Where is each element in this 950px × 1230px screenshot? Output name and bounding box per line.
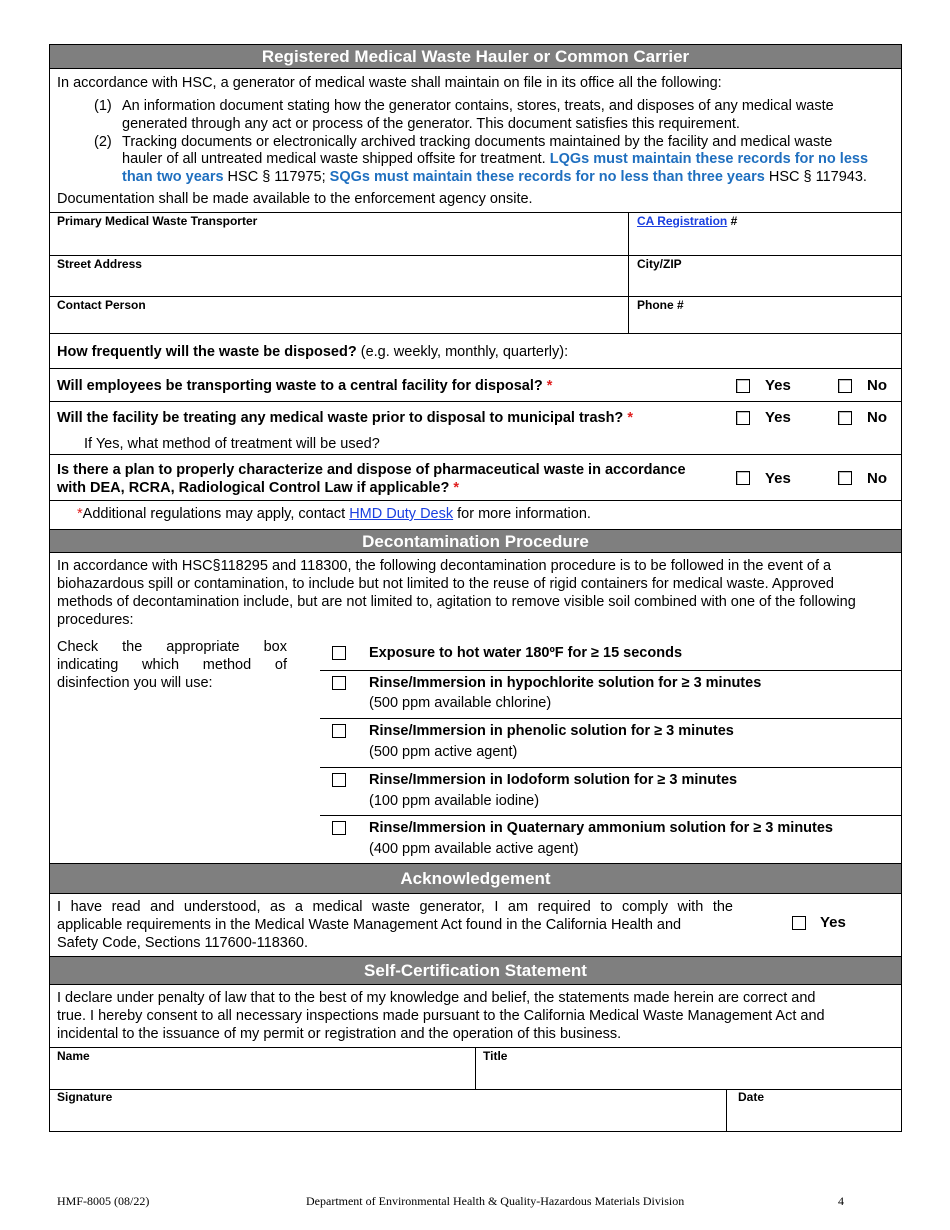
cert-section-title: Self-Certification Statement — [364, 961, 587, 980]
item1-line2: generated through any act or process of the generator. This document satisfies this requirement. — [122, 116, 740, 132]
hauler-intro: In accordance with HSC, a generator of medical waste shall maintain on file in its office all the following: — [57, 75, 722, 91]
title-field[interactable] — [479, 1064, 898, 1088]
method-hypochlorite-detail: (500 ppm available chlorine) — [369, 695, 552, 711]
treatment-followup: If Yes, what method of treatment will be used? — [84, 436, 380, 452]
item2-line3 — [122, 168, 867, 186]
footer-form-id: HMF-8005 (08/22) — [57, 1194, 150, 1208]
method-hot-water-label: Exposure to hot water 180ºF for ≥ 15 seconds — [369, 645, 683, 661]
divider — [320, 767, 901, 768]
pharma-yes-label: Yes — [765, 470, 791, 487]
ack-yes-label: Yes — [820, 914, 846, 931]
divider — [320, 670, 901, 671]
transport-yes-checkbox[interactable] — [736, 379, 750, 393]
method-quaternary-checkbox[interactable] — [332, 821, 346, 835]
cert-section-header — [50, 956, 901, 985]
lqg-requirement: LQGs must maintain these records for no less — [549, 151, 869, 167]
decon-intro-line3: methods of decontamination include, but are not limited to, agitation to remove visible soil combined with one of the following — [57, 594, 856, 610]
name-field[interactable] — [52, 1064, 472, 1088]
additional-regulations-text: Additional regulations may apply, contact — [82, 506, 350, 522]
ca-registration-link[interactable]: CA Registration — [637, 214, 728, 228]
ca-registration-label — [637, 214, 737, 228]
hauler-section-title: Registered Medical Waste Hauler or Common Carrier — [261, 47, 690, 66]
ack-section-header — [50, 863, 901, 894]
ca-registration-suffix: # — [727, 214, 738, 228]
method-hypochlorite-checkbox[interactable] — [332, 676, 346, 690]
additional-regulations — [77, 505, 591, 523]
pharma-yes-checkbox[interactable] — [736, 471, 750, 485]
treatment-yes-checkbox[interactable] — [736, 411, 750, 425]
decon-intro-line2: biohazardous spill or contamination, to include but not limited to the reuse of rigid containers for medical waste. Approved — [57, 576, 834, 592]
divider — [50, 212, 901, 213]
city-zip-label: City/ZIP — [637, 257, 682, 271]
frequency-question — [57, 343, 568, 361]
item2-line2-text: hauler of all untreated medical waste shipped offsite for treatment. — [122, 151, 550, 167]
frequency-question-text: How frequently will the waste be disposed? — [57, 344, 357, 360]
phone-label: Phone # — [637, 298, 684, 312]
note-asterisk: * — [77, 506, 83, 522]
documentation-note: Documentation shall be made available to the enforcement agency onsite. — [57, 191, 533, 207]
method-quaternary-detail: (400 ppm available active agent) — [369, 841, 579, 857]
ack-line3: Safety Code, Sections 117600-118360. — [57, 935, 308, 951]
decon-section-title: Decontamination Procedure — [362, 532, 589, 551]
primary-transporter-label: Primary Medical Waste Transporter — [57, 214, 258, 228]
date-field[interactable] — [730, 1105, 898, 1129]
method-hot-water-checkbox[interactable] — [332, 646, 346, 660]
transport-question — [57, 377, 552, 395]
ack-line2: applicable requirements in the Medical Waste Management Act found in the California Health and — [57, 917, 682, 933]
divider — [50, 255, 901, 256]
city-zip-field[interactable] — [632, 273, 898, 295]
cert-line2: true. I hereby consent to all necessary inspections made pursuant to the California Medical Waste Management Act and — [57, 1008, 825, 1024]
required-marker: * — [623, 410, 633, 426]
method-iodoform-label: Rinse/Immersion in Iodoform solution for ≥ 3 minutes — [369, 772, 738, 788]
signature-label: Signature — [57, 1090, 113, 1104]
hsc-117943: HSC § 117943. — [764, 169, 867, 185]
pharma-no-checkbox[interactable] — [838, 471, 852, 485]
hauler-section-header — [50, 45, 901, 69]
decon-instruction-line2: indicating which method of — [57, 657, 287, 673]
divider — [50, 1089, 901, 1090]
treatment-method-field[interactable] — [410, 431, 898, 451]
transport-no-label: No — [867, 377, 887, 394]
divider — [50, 368, 901, 369]
required-marker: * — [449, 480, 460, 496]
decon-intro-line1: In accordance with HSC§118295 and 118300, the following decontamination procedure is to be followed in the event of a — [57, 558, 832, 574]
method-iodoform-checkbox[interactable] — [332, 773, 346, 787]
method-iodoform-detail: (100 ppm available iodine) — [369, 793, 540, 809]
pharma-question-line2-text: with DEA, RCRA, Radiological Control Law if applicable? — [57, 480, 450, 496]
frequency-field[interactable] — [610, 337, 898, 365]
item2-number: (2) — [94, 134, 112, 150]
divider — [320, 718, 901, 719]
treatment-question-text: Will the facility be treating any medical waste prior to disposal to municipal trash? — [57, 410, 624, 426]
pharma-no-label: No — [867, 470, 887, 487]
pharma-question-line1: Is there a plan to properly characterize and dispose of pharmaceutical waste in accordance — [57, 462, 686, 478]
sqg-requirement: SQGs must maintain these records for no less than three years — [329, 169, 765, 185]
street-address-label: Street Address — [57, 257, 142, 271]
form-page — [49, 44, 902, 1132]
treatment-question — [57, 409, 633, 427]
decon-instruction-line1: Check the appropriate box — [57, 639, 287, 655]
pharma-question-line2 — [57, 479, 459, 497]
method-phenolic-label: Rinse/Immersion in phenolic solution for ≥ 3 minutes — [369, 723, 734, 739]
ack-line1: I have read and understood, as a medical waste generator, I am required to comply with the — [57, 899, 733, 915]
required-marker: * — [542, 378, 553, 394]
method-phenolic-detail: (500 ppm active agent) — [369, 744, 518, 760]
divider — [50, 296, 901, 297]
treatment-no-label: No — [867, 409, 887, 426]
ca-registration-field[interactable] — [632, 230, 898, 254]
method-quaternary-label: Rinse/Immersion in Quaternary ammonium solution for ≥ 3 minutes — [369, 820, 833, 836]
decon-instruction-line3: disinfection you will use: — [57, 675, 213, 691]
cert-line3: incidental to the issuance of my permit or registration and the operation of this business. — [57, 1026, 622, 1042]
decon-intro-line4: procedures: — [57, 612, 134, 628]
transport-question-text: Will employees be transporting waste to a central facility for disposal? — [57, 378, 543, 394]
hmd-duty-desk-link[interactable]: HMD Duty Desk — [349, 506, 454, 522]
method-hypochlorite-label: Rinse/Immersion in hypochlorite solution for ≥ 3 minutes — [369, 675, 762, 691]
transport-yes-label: Yes — [765, 377, 791, 394]
divider — [50, 500, 901, 501]
divider — [320, 815, 901, 816]
footer-page-number: 4 — [838, 1194, 844, 1208]
divider — [628, 212, 629, 333]
decon-section-header — [50, 529, 901, 553]
treatment-no-checkbox[interactable] — [838, 411, 852, 425]
divider — [50, 333, 901, 334]
primary-transporter-field[interactable] — [52, 230, 624, 254]
ack-section-title: Acknowledgement — [400, 869, 551, 888]
divider — [50, 401, 901, 402]
date-label: Date — [738, 1090, 765, 1104]
method-phenolic-checkbox[interactable] — [332, 724, 346, 738]
signature-field[interactable] — [52, 1105, 722, 1129]
street-address-field[interactable] — [52, 273, 624, 295]
ack-yes-checkbox[interactable] — [792, 916, 806, 930]
item2-line1: Tracking documents or electronically archived tracking documents maintained by the facility and medical waste — [122, 134, 833, 150]
footer-department: Department of Environmental Health & Quality-Hazardous Materials Division — [306, 1194, 685, 1208]
transport-no-checkbox[interactable] — [838, 379, 852, 393]
item1-number: (1) — [94, 98, 112, 114]
item1-line1: An information document stating how the generator contains, stores, treats, and disposes of any medical waste — [122, 98, 834, 114]
treatment-yes-label: Yes — [765, 409, 791, 426]
hsc-117975: HSC § 117975; — [223, 169, 330, 185]
divider — [726, 1089, 727, 1131]
divider — [475, 1047, 476, 1089]
phone-field[interactable] — [632, 314, 898, 332]
contact-person-field[interactable] — [52, 314, 624, 332]
lqg-requirement-cont: than two years — [122, 169, 224, 185]
item2-line2 — [122, 150, 868, 168]
divider — [50, 454, 901, 455]
cert-line1: I declare under penalty of law that to the best of my knowledge and belief, the statements made herein are correct and — [57, 990, 816, 1006]
frequency-hint: (e.g. weekly, monthly, quarterly): — [356, 344, 569, 360]
name-label: Name — [57, 1049, 90, 1063]
title-label: Title — [483, 1049, 508, 1063]
contact-person-label: Contact Person — [57, 298, 146, 312]
additional-regulations-end: for more information. — [453, 506, 591, 522]
